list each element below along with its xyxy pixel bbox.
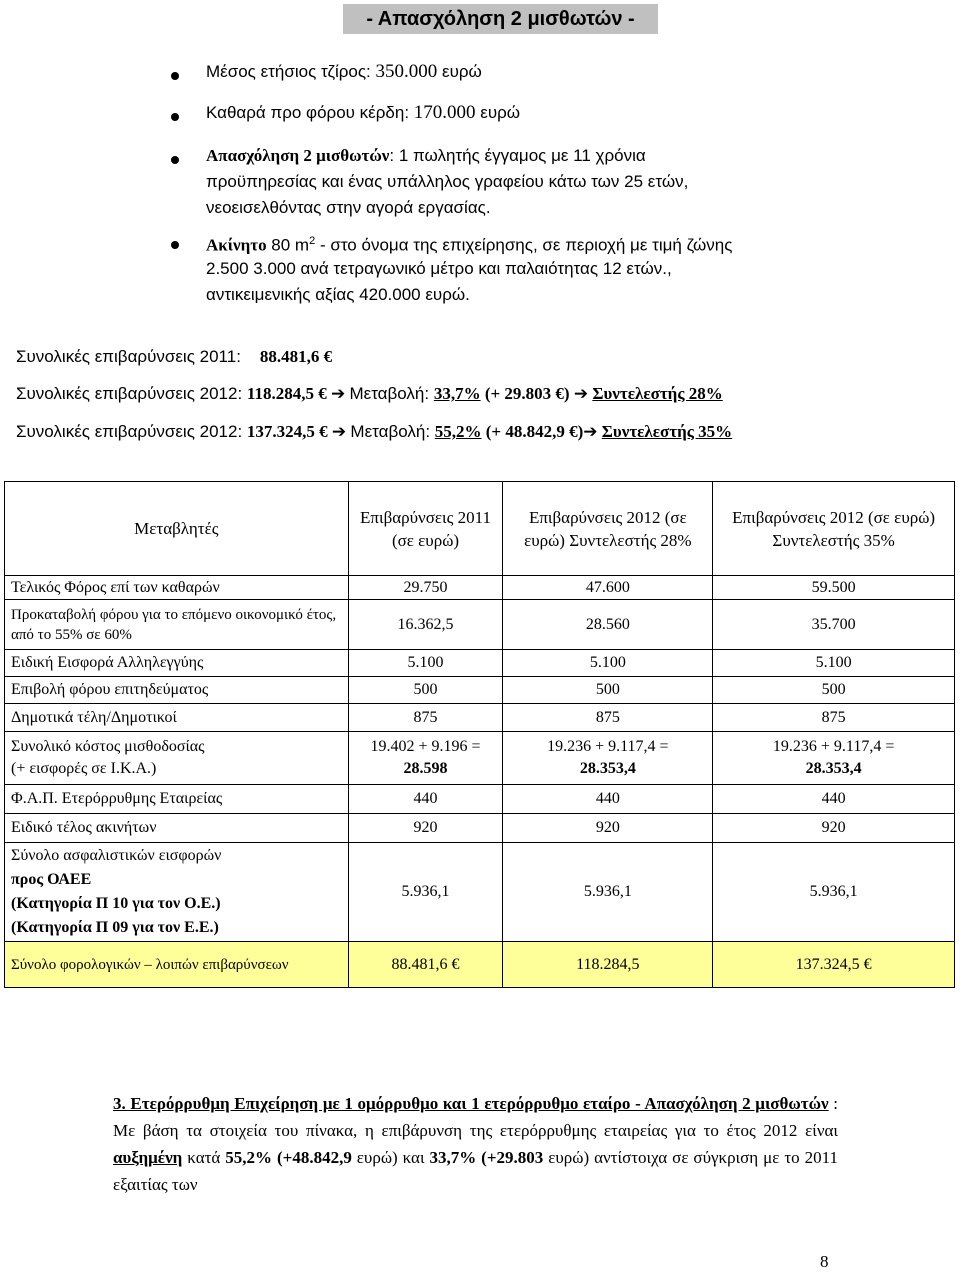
row-label: Φ.Α.Π. Ετερόρρυθμης Εταιρείας	[5, 785, 349, 814]
cell-2011: 875	[348, 704, 503, 732]
row-label-line: (+ εισφορές σε Ι.Κ.Α.)	[11, 760, 157, 777]
cell-line: 28.598	[403, 760, 448, 777]
row-label-line: (Κατηγορία Π 09 για τον Ε.Ε.)	[11, 919, 219, 936]
cell-2012-35: 440	[713, 785, 955, 814]
bullet-employment-line3: νεοεισελθόντας στην αγορά εργασίας.	[206, 198, 491, 217]
cell-2011: 500	[348, 677, 503, 704]
table-row	[5, 814, 955, 843]
page-number: 8	[820, 1252, 829, 1271]
cell-2011: 88.481,6 €	[348, 942, 503, 988]
cell-2012-28: 440	[503, 785, 713, 814]
table-row	[5, 600, 955, 650]
cell-2012-28: 875	[503, 704, 713, 732]
cell-2012-28: 920	[503, 814, 713, 843]
table-row-total	[5, 942, 955, 988]
bullet-property: Ακίνητο 80 $m^2$ - στο όνομα της επιχείρησης, σε περιοχή με τιμή ζώνης	[206, 235, 733, 255]
cell-2011: 5.100	[348, 650, 503, 677]
cell-2011	[348, 732, 503, 785]
cell-2011: 5.936,1	[348, 843, 503, 942]
cell-2012-28: 47.600	[503, 576, 713, 600]
row-label: Ειδικό τέλος ακινήτων	[5, 814, 349, 843]
cell-line: 19.236 + 9.117,4 =	[772, 738, 895, 755]
cell-2012-28	[503, 732, 713, 785]
table-row	[5, 704, 955, 732]
row-label	[5, 843, 349, 942]
total-2012-28: Συνολικές επιβαρύνσεις 2012: 118.284,5 € ➔ Μεταβολή: 33,7% (+ 29.803 €) ➔ Συντελεστής 28%	[16, 384, 723, 403]
row-label: Δημοτικά τέλη/Δημοτικοί	[5, 704, 349, 732]
row-label: Ειδική Εισφορά Αλληλεγγύης	[5, 650, 349, 677]
cell-line: 28.353,4	[579, 760, 636, 777]
cell-2011: 16.362,5	[348, 600, 503, 650]
section-3-emphasis: αυξημένη	[113, 1148, 183, 1167]
row-label: Προκαταβολή φόρου για το επόμενο οικονομικό έτος, από το 55% σε 60%	[5, 600, 349, 650]
table-row	[5, 785, 955, 814]
arrow-right-icon: ➔	[573, 384, 589, 403]
row-label-line: προς ΟΑΕΕ	[11, 871, 92, 888]
section-3-emphasis: 55,2% (+48.842,9	[225, 1148, 352, 1167]
section-3-text: κατά	[182, 1148, 226, 1167]
arrow-right-icon: ➔	[330, 384, 346, 403]
row-label: Τελικός Φόρος επί των καθαρών	[5, 576, 349, 600]
bullet-profit: Καθαρά προ φόρου κέρδη: 170.000 ευρώ	[206, 102, 521, 123]
page-title: - Απασχόληση 2 μισθωτών -	[343, 4, 658, 34]
bullet-turnover: Μέσος ετήσιος τζίρος: 350.000 ευρώ	[206, 61, 482, 82]
row-label-line: (Κατηγορία Π 10 για τον Ο.Ε.)	[11, 895, 221, 912]
cell-2012-28: 118.284,5	[503, 942, 713, 988]
section-3-text: ευρώ) αντίστοιχα σε σύγκριση με το 2011 εξαιτίας των	[113, 1148, 838, 1194]
cell-line: 19.402 + 9.196 =	[370, 738, 481, 755]
row-label-line: Συνολικό κόστος μισθοδοσίας	[11, 738, 205, 755]
bullet-dot-icon	[171, 72, 179, 80]
cell-2012-35: 5.936,1	[713, 843, 955, 942]
table-row	[5, 650, 955, 677]
cell-2012-35: 59.500	[713, 576, 955, 600]
cell-2011: 29.750	[348, 576, 503, 600]
header-variables: Μεταβλητές	[5, 482, 349, 576]
header-2012-35: Επιβαρύνσεις 2012 (σε ευρώ) Συντελεστής 35%	[713, 482, 955, 576]
header-2012-28: Επιβαρύνσεις 2012 (σε ευρώ) Συντελεστής 28%	[503, 482, 713, 576]
cell-2012-28: 5.100	[503, 650, 713, 677]
cell-2012-35: 137.324,5 €	[713, 942, 955, 988]
section-3-text: : Με βάση τα στοιχεία του πίνακα, η επιβάρυνση της ετερόρρυθμης εταιρείας για το έτος 2012 είναι	[113, 1094, 838, 1140]
bullet-property-line3: αντικειμενικής αξίας 420.000 ευρώ.	[206, 285, 470, 304]
row-label-line: Σύνολο ασφαλιστικών εισφορών	[11, 847, 222, 864]
header-2011: Επιβαρύνσεις 2011 (σε ευρώ)	[348, 482, 503, 576]
row-label: Σύνολο φορολογικών – λοιπών επιβαρύνσεων	[5, 942, 349, 988]
table-header-row	[5, 482, 955, 576]
cell-2012-35: 500	[713, 677, 955, 704]
row-label	[5, 732, 349, 785]
cell-2012-35: 35.700	[713, 600, 955, 650]
cell-2011: 440	[348, 785, 503, 814]
section-3-text: ευρώ) και	[351, 1148, 430, 1167]
cell-2012-28: 5.936,1	[503, 843, 713, 942]
bullet-dot-icon	[171, 241, 179, 249]
table-row	[5, 732, 955, 785]
cell-2012-28: 500	[503, 677, 713, 704]
cell-2012-35: 875	[713, 704, 955, 732]
total-2011: Συνολικές επιβαρύνσεις 2011: 88.481,6 €	[16, 347, 333, 366]
bullet-dot-icon	[171, 156, 179, 164]
bullet-employment-line2: προϋπηρεσίας και ένας υπάλληλος γραφείου κάτω των 25 ετών,	[206, 172, 689, 191]
bullet-dot-icon	[171, 113, 179, 121]
cell-2011: 920	[348, 814, 503, 843]
bullet-property-line2: 2.500 3.000 ανά τετραγωνικό μέτρο και παλαιότητας 12 ετών.,	[206, 259, 672, 278]
table-row	[5, 843, 955, 942]
section-3-emphasis: 33,7% (+29.803	[429, 1148, 544, 1167]
bullet-employment: Απασχόληση 2 μισθωτών: 1 πωλητής έγγαμος με 11 χρόνια	[206, 146, 646, 165]
cell-line: 28.353,4	[805, 760, 862, 777]
cell-2012-28: 28.560	[503, 600, 713, 650]
table-row	[5, 576, 955, 600]
row-label: Επιβολή φόρου επιτηδεύματος	[5, 677, 349, 704]
total-2012-35: Συνολικές επιβαρύνσεις 2012: 137.324,5 € ➔ Μεταβολή: 55,2% (+ 48.842,9 €)➔ Συντελεστής 35%	[16, 422, 733, 441]
table-row	[5, 677, 955, 704]
cell-2012-35: 920	[713, 814, 955, 843]
arrow-right-icon: ➔	[331, 422, 347, 441]
cell-2012-35	[713, 732, 955, 785]
section-3-paragraph	[113, 1090, 838, 1198]
cell-2012-35: 5.100	[713, 650, 955, 677]
section-3-heading: 3. Ετερόρρυθμη Επιχείρηση με 1 ομόρρυθμο και 1 ετερόρρυθμο εταίρο - Απασχόληση 2 μισθωτών	[113, 1094, 829, 1113]
charges-table	[4, 481, 955, 988]
cell-line: 19.236 + 9.117,4 =	[547, 738, 669, 755]
arrow-right-icon: ➔	[583, 422, 598, 441]
